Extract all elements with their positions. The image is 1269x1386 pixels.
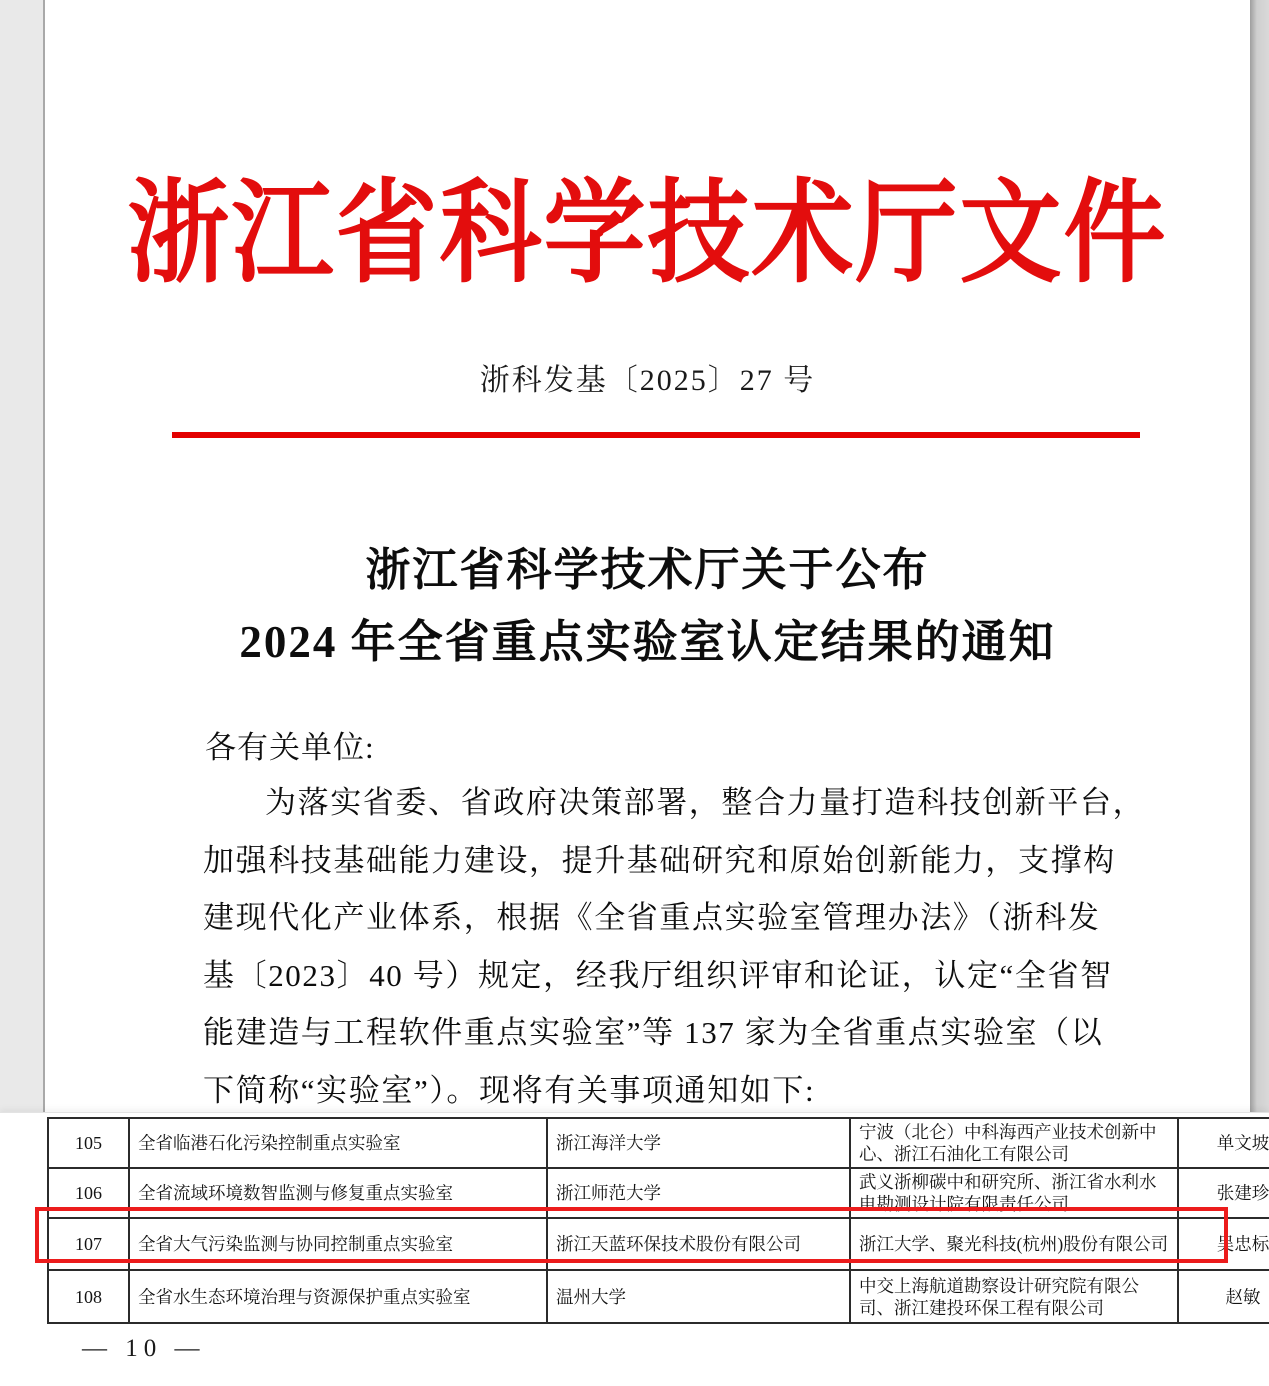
institution-cell: 浙江海洋大学 [547,1118,850,1168]
body-line: 基〔2023〕40 号）规定，经我厅组织评审和论证，认定“全省智 [203,957,1113,993]
institution-cell: 浙江天蓝环保技术股份有限公司 [547,1218,850,1270]
table-row [48,1270,1269,1323]
page-margin-left [0,0,45,1113]
row-number-cell: 105 [48,1118,129,1168]
body-line: 能建造与工程软件重点实验室”等 137 家为全省重点实验室（以 [203,1015,1104,1050]
red-divider-rule [172,432,1140,438]
row-number-cell: 108 [48,1270,129,1323]
partners-cell: 宁波（北仑）中科海西产业技术创新中心、浙江石油化工有限公司 [850,1118,1178,1168]
table-row-highlighted [48,1218,1269,1270]
document-title: 浙江省科学技术厅文件 [127,172,1168,297]
salutation: 各有关单位: [205,730,375,765]
director-cell: 张建珍 [1178,1168,1269,1218]
lab-name-cell: 全省大气污染监测与协同控制重点实验室 [129,1218,547,1270]
notice-heading-line1: 浙江省科学技术厅关于公布 [365,545,930,595]
row-number-cell: 106 [48,1168,129,1218]
institution-cell: 浙江师范大学 [547,1168,850,1218]
page-margin-right [1250,0,1269,1113]
key-lab-table [47,1117,1269,1324]
table-row [48,1168,1269,1218]
director-cell: 单文坡 [1178,1118,1269,1168]
row-number-cell: 107 [48,1218,129,1270]
partners-cell: 中交上海航道勘察设计研究院有限公司、浙江建投环保工程有限公司 [850,1270,1178,1323]
partners-cell: 武义浙柳碳中和研究所、浙江省水利水电勘测设计院有限责任公司 [850,1168,1178,1218]
body-line: 加强科技基础能力建设，提升基础研究和原始创新能力，支撑构 [203,842,1116,878]
body-line: 下简称“实验室”）。现将有关事项通知如下: [203,1072,816,1108]
lab-name-cell: 全省水生态环境治理与资源保护重点实验室 [129,1270,547,1323]
lab-name-cell: 全省流域环境数智监测与修复重点实验室 [129,1168,547,1218]
document-page [45,0,1250,1113]
director-cell: 赵敏 [1178,1270,1269,1323]
notice-heading-line2: 2024 年全省重点实验室认定结果的通知 [239,617,1056,667]
notice-body [203,774,1146,1119]
table-row [48,1118,1269,1168]
body-line: 建现代化产业体系，根据《全省重点实验室管理办法》（浙科发 [203,900,1101,935]
document-number: 浙科发基〔2025〕27 号 [479,364,816,397]
lab-name-cell: 全省临港石化污染控制重点实验室 [129,1118,547,1168]
body-line: 为落实省委、省政府决策部署，整合力量打造科技创新平台， [265,785,1146,820]
lab-list-table-section [0,1113,1269,1386]
partners-cell: 浙江大学、聚光科技(杭州)股份有限公司 [850,1218,1178,1270]
page-number: — 10 — [82,1335,206,1362]
institution-cell: 温州大学 [547,1270,850,1323]
director-cell: 吴忠标 [1178,1218,1269,1270]
